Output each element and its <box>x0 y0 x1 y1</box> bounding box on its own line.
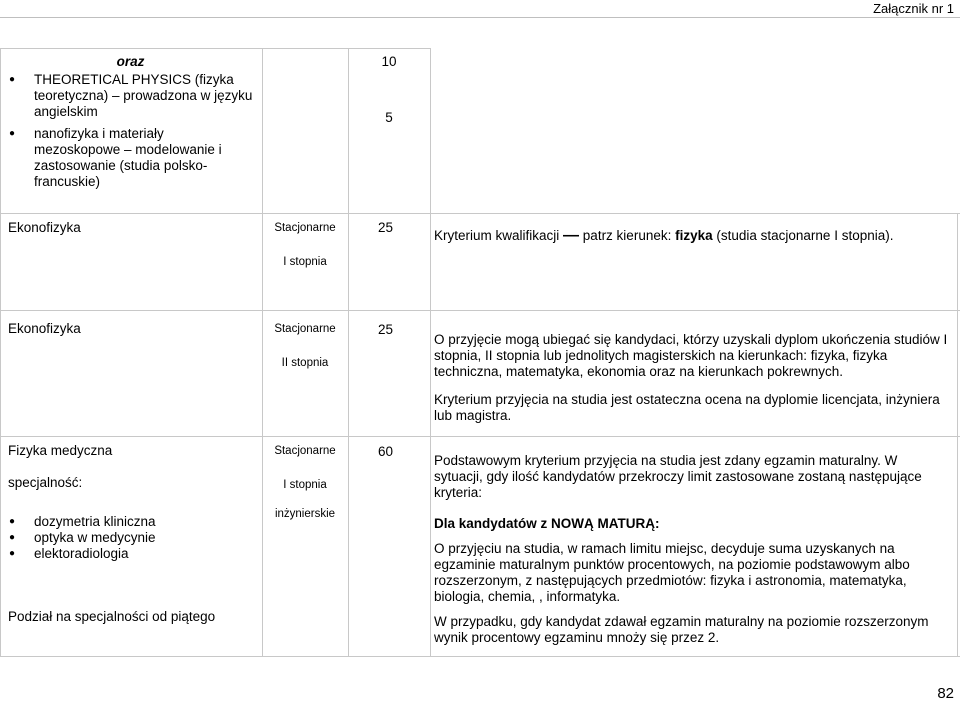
row-divider <box>0 656 960 657</box>
row-divider <box>0 310 960 311</box>
col-divider <box>957 213 958 657</box>
col-divider <box>348 48 349 657</box>
requirements-text: Podstawowym kryterium przyjęcia na studia jest zdany egzamin maturalny. W sytuacji, gdy ilość kandydatów przekroczy limit zastosowane zostaną następujące kryteria: <box>434 453 922 500</box>
medical-physics-cell <box>8 443 258 625</box>
criterion-mid: patrz kierunek: <box>579 228 676 243</box>
col-divider <box>430 48 431 657</box>
specialization-label: specjalność: <box>8 475 83 490</box>
program-name: Ekonofizyka <box>8 220 81 235</box>
study-mode-cell <box>262 321 348 371</box>
requirements-text: O przyjęcie mogą ubiegać się kandydaci, którzy uzyskali dyplom ukończenia studiów I stopnia, II stopnia lub jednolitych magisterskich na kierunkach: fizyka, fizyka techniczna, matematyka, ekonomia oraz na kierunkach pokrewnych. <box>434 332 948 379</box>
study-level: I stopnia <box>283 479 327 491</box>
theoretical-physics-cell <box>8 54 253 190</box>
requirements-text: O przyjęciu na studia, w ramach limitu miejsc, decyduje suma uzyskanych na egzaminie maturalnym punktów procentowych, na poziomie podstawowym albo rozszerzonym, z następujących przedmiotów: fizyka i astronomia, matematyka, biologia, chemia, , informatyka. <box>434 541 910 604</box>
study-level: I stopnia <box>283 256 327 268</box>
criterion-link: fizyka <box>675 228 713 243</box>
study-level: II stopnia <box>281 357 329 369</box>
criterion-text: Kryterium przyjęcia na studia jest ostateczna ocena na dyplomie licencjata, inżyniera lub magistra. <box>434 392 940 423</box>
col-divider <box>0 48 1 657</box>
criterion-suffix: (studia stacjonarne I stopnia). <box>712 228 894 243</box>
list-item: ● nanofizyka i materiały mezoskopowe – modelowanie i zastosowanie (studia polsko-francuskie) <box>8 126 253 190</box>
program-name: Fizyka medyczna <box>8 443 113 458</box>
limit-value: 10 <box>381 54 397 69</box>
study-mode-cell <box>262 443 348 522</box>
limit-value: 60 <box>378 444 394 459</box>
row-divider <box>0 213 960 214</box>
program-name: Ekonofizyka <box>8 321 81 336</box>
criterion-text <box>434 228 954 244</box>
study-mode: Stacjonarne <box>274 323 336 335</box>
requirements-cell <box>434 453 949 646</box>
page-number: 82 <box>937 685 954 702</box>
header-bar <box>0 0 960 18</box>
list-item: ● elektoradiologia <box>8 546 258 562</box>
study-mode-cell <box>262 220 348 270</box>
requirements-cell <box>434 332 949 424</box>
limit-value: 5 <box>385 110 393 125</box>
list-item: ● dozymetria kliniczna <box>8 514 258 530</box>
row-divider <box>0 436 960 437</box>
criterion-dash: — <box>563 227 580 244</box>
attachment-label: Załącznik nr 1 <box>873 1 954 16</box>
specialization-note: Podział na specjalności od piątego <box>8 609 216 624</box>
row-divider <box>0 48 430 49</box>
row1-limits <box>348 54 430 126</box>
list-item: ● THEORETICAL PHYSICS (fizyka teoretyczna) – prowadzona w języku angielskim <box>8 72 253 120</box>
limit-value: 25 <box>378 220 394 235</box>
criterion-prefix: Kryterium kwalifikacji <box>434 228 560 243</box>
study-mode: Stacjonarne <box>274 445 336 457</box>
limit-value: 25 <box>378 322 394 337</box>
study-mode: Stacjonarne <box>274 222 336 234</box>
study-type: inżynierskie <box>274 508 336 520</box>
section-heading: Dla kandydatów z NOWĄ MATURĄ: <box>434 516 660 531</box>
row-intro: oraz <box>116 54 145 69</box>
requirements-text: W przypadku, gdy kandydat zdawał egzamin maturalny na poziomie rozszerzonym wynik procentowy egzaminu mnoży się przez 2. <box>434 614 929 645</box>
list-item: ● optyka w medycynie <box>8 530 258 546</box>
